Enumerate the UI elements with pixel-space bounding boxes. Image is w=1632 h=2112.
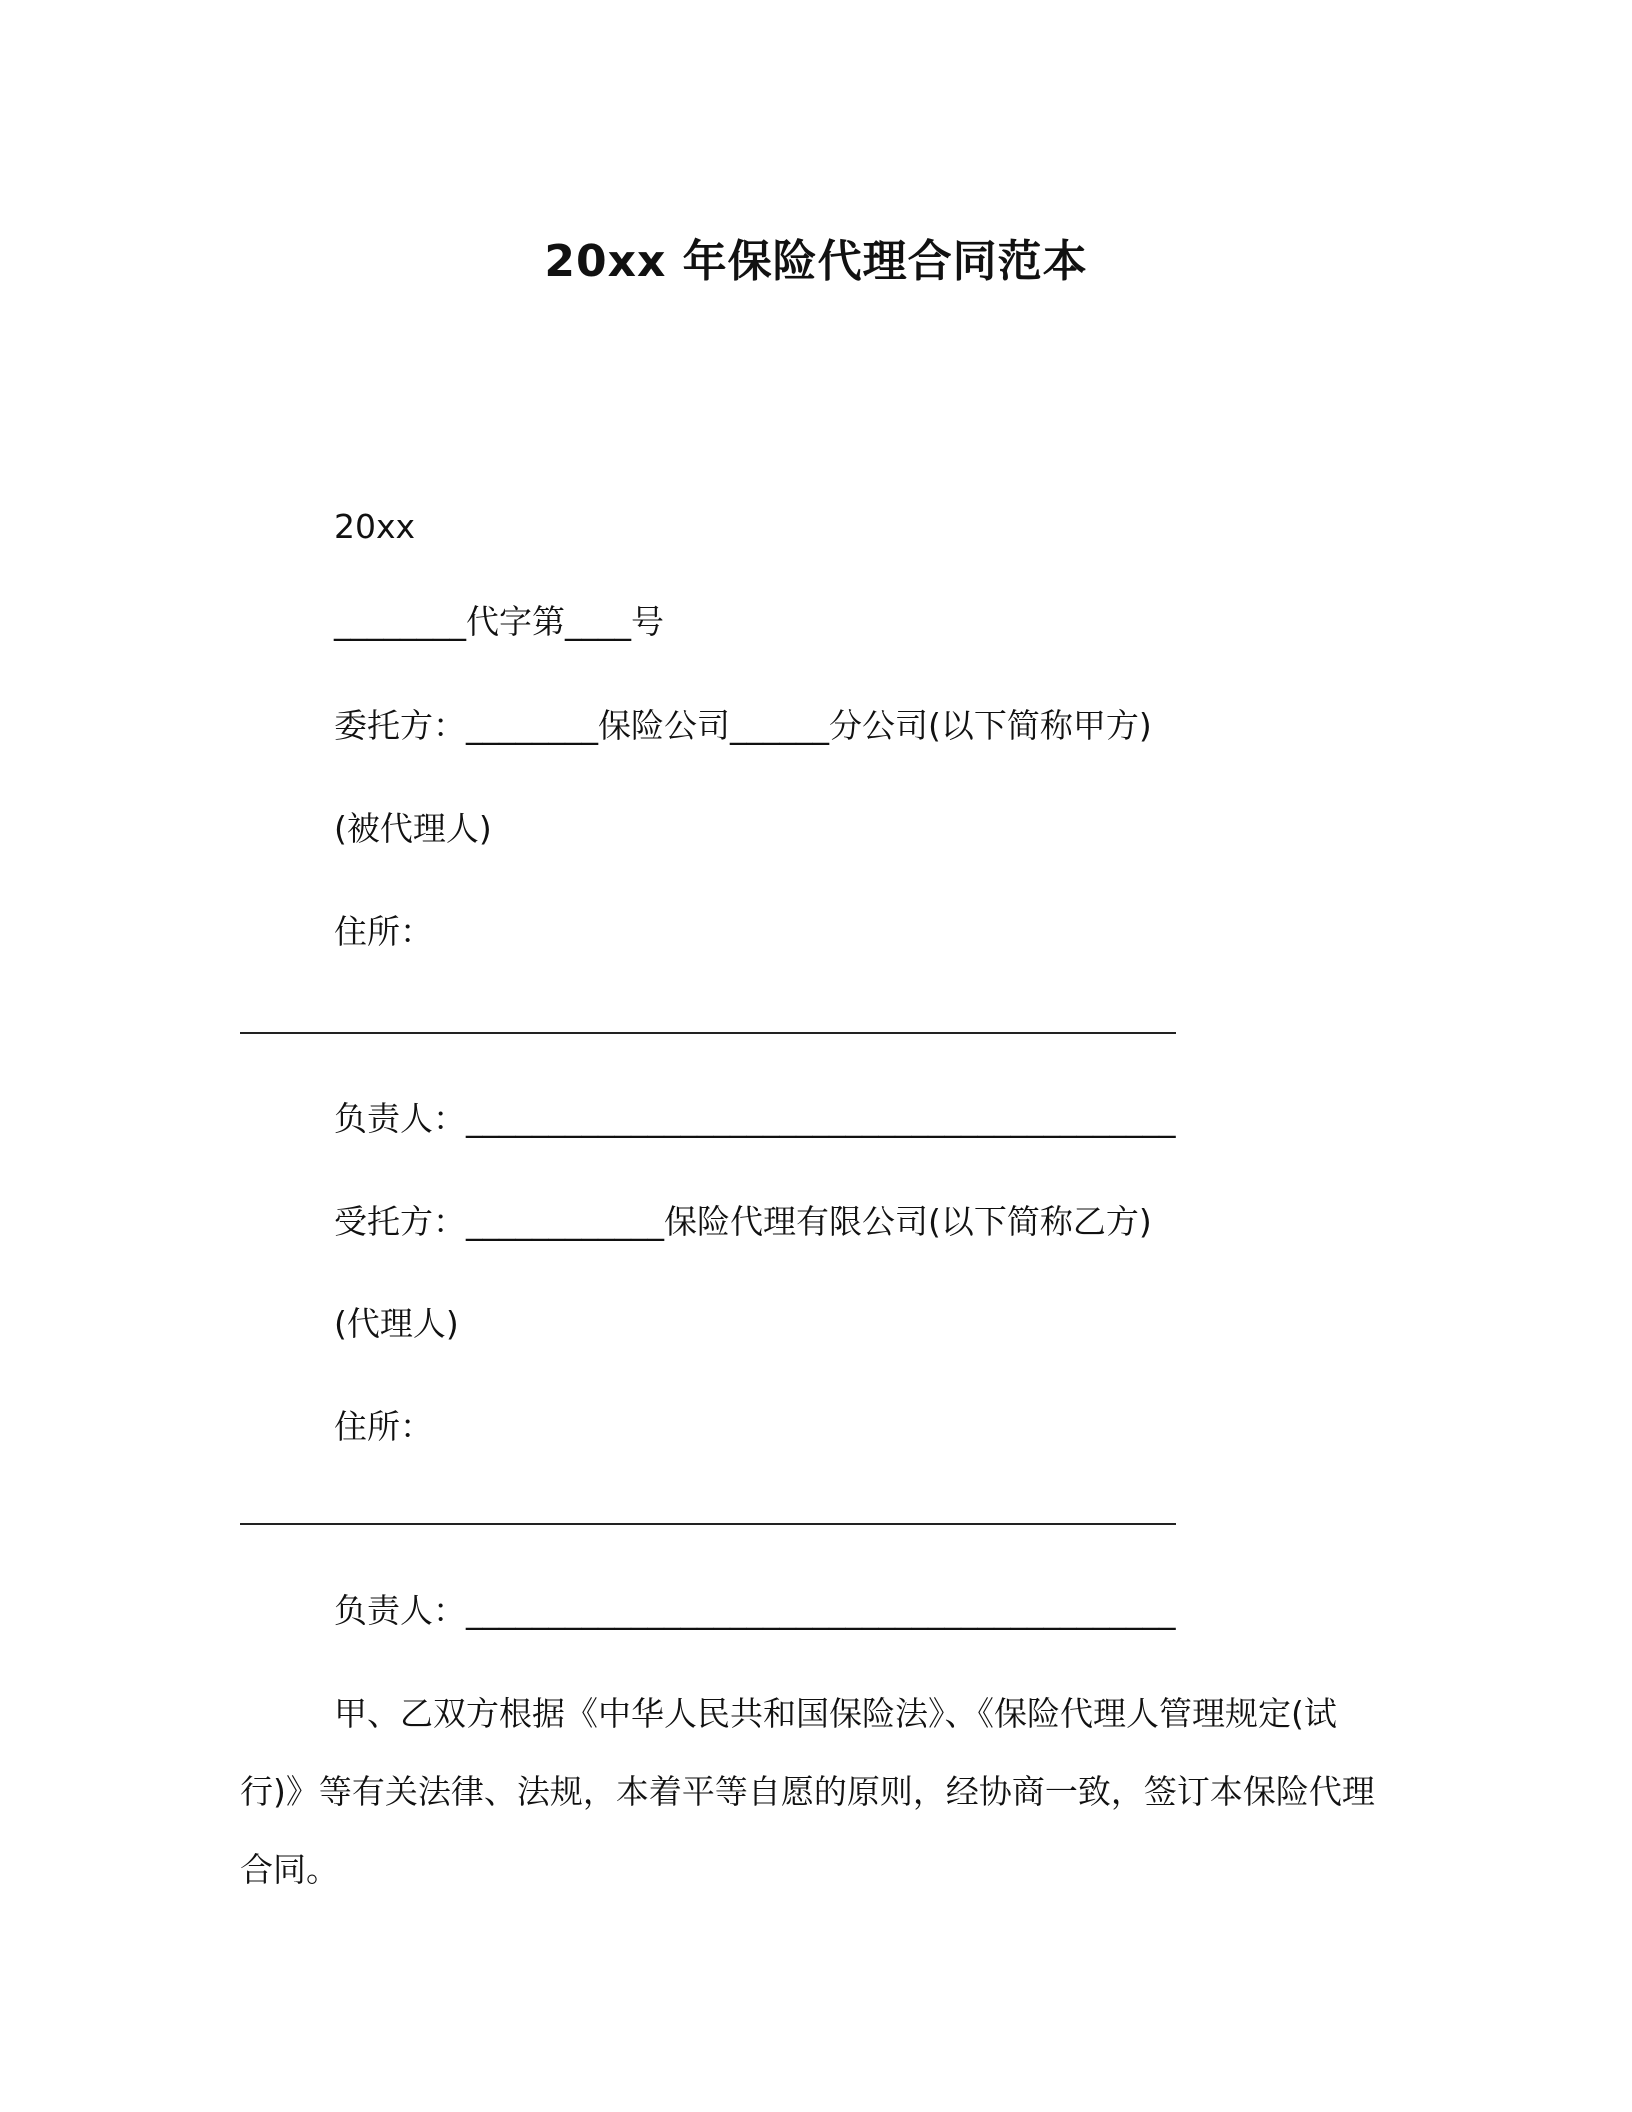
principal-address-blank [240,1032,1176,1034]
agent-role: (代理人) [334,1304,459,1343]
principal-head-line: 负责人：___________________________________________ [334,1099,1176,1138]
preamble-paragraph: 甲、乙双方根据《中华人民共和国保险法》、《保险代理人管理规定(试行)》等有关法律、法规，本着平等自愿的原则，经协商一致，签订本保险代理合同。 [240,1694,1375,1889]
agent-head-line: 负责人：___________________________________________ [334,1591,1176,1630]
agent-address-blank [240,1523,1176,1525]
principal-address-label: 住所： [334,912,433,951]
principal-role: (被代理人) [334,809,492,848]
principal-party-line: 委托方：________保险公司______分公司(以下简称甲方) [334,706,1152,745]
year-line: 20xx [334,507,416,546]
reference-number-line: ________代字第____号 [334,602,664,641]
agent-address-label: 住所： [334,1407,433,1446]
document-title: 20xx 年保险代理合同范本 [544,236,1088,287]
agent-party-line: 受托方：____________保险代理有限公司(以下简称乙方) [334,1202,1152,1241]
